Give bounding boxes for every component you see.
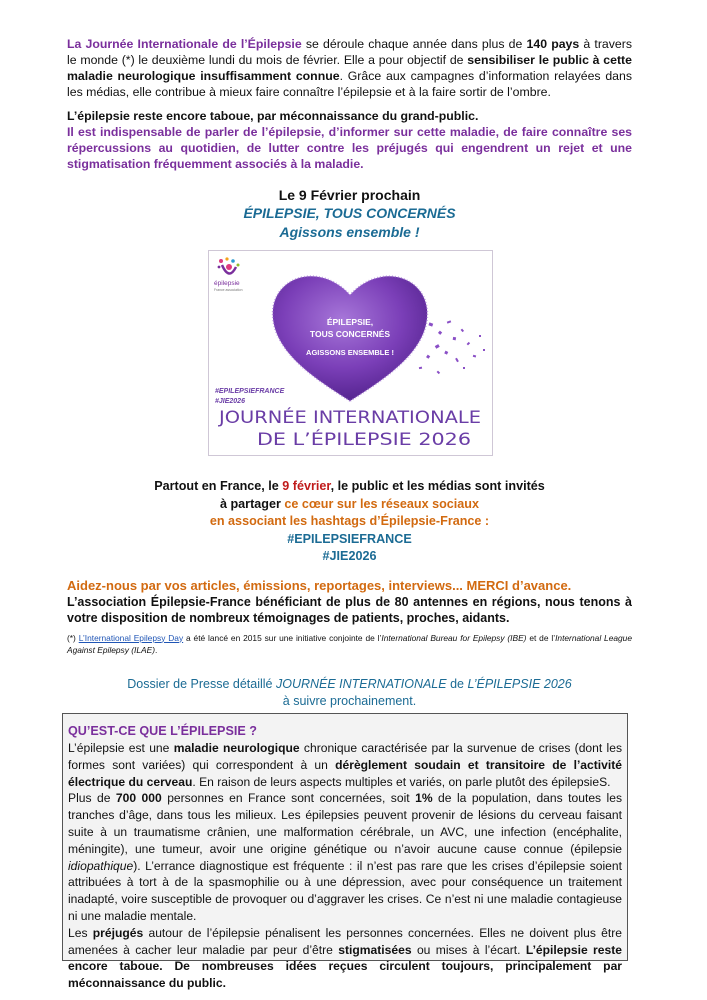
share-heart-phrase: ce cœur sur les réseaux sociaux [284,496,479,511]
awareness-statement: Il est indispensable de parler de l’épilepsie, d’informer sur cette maladie, de faire connaître ses répercussions au quotidien, de lutter contre les préjugés qui engendrent un rejet et une stigmatisation fréquemment associés à la maladie. [67,125,632,171]
media-appeal: Aidez-nous par vos articles, émissions, reportages, interviews... MERCI d’avance. [67,577,572,593]
info-p2-count: 700 000 [115,791,162,806]
share-text-3: à partager [219,496,285,511]
info-p1-text-2: chronique caractérisée par la survenue de crises (dont les formes sont variées) qui correspondent à un [68,741,622,772]
share-invitation [67,478,632,566]
info-p2-idiopathique: idiopathique [68,858,134,873]
info-p3-bold-2: stigmatisées [338,942,412,957]
intro-text-2: à travers le monde (*) le deuxième lundi du mois de février. Elle a pour objectif de [67,37,632,67]
event-date-heading: Le 9 Février prochain [278,187,421,203]
info-p1-text-1: L’épilepsie est une [68,741,174,755]
share-text-2: , le public et les médias sont invités [330,479,545,493]
info-p2-text-4: ). L’errance diagnostique est fréquente : il n’est pas rare que les crises d’épilepsie soient attribuées à tort à de la spasmophilie ou à une dépression, avec pour conséquence un traitement inadapté, voire susceptible de provoquer ou d’aggraver les crises. Ce n’est ni une maladie contagieuse ni une maladie mentale. [68,858,622,923]
intro-paragraph [67,36,632,100]
campaign-visual-svg [209,251,492,455]
share-date: 9 février [282,479,331,493]
footnote [67,632,632,656]
footnote-text-2: et de l’ [526,632,556,643]
press-kit-text-3: à suivre prochainement. [282,693,417,708]
info-p1-bold-1: maladie neurologique [173,741,300,755]
taboo-statement: L’épilepsie reste encore taboue, par méconnaissance du grand-public. [67,109,479,123]
press-kit-title-1: JOURNÉE INTERNATIONALE [275,676,447,691]
press-kit-notice [67,676,632,710]
footnote-text-3: . [154,644,158,655]
intro-text-1: se déroule chaque année dans plus de [301,37,527,51]
event-call-to-action: Agissons ensemble ! [279,224,420,240]
footnote-ibe: International Bureau for Epilepsy (IBE) [381,632,527,643]
share-text-1: Partout en France, le [154,479,283,493]
logo-tagline: France association [214,288,243,292]
info-p3-bold-3: L’épilepsie reste encore taboue. De nombreuses idées reçues circulent toujours, principalement par méconnaissance du public. [68,942,622,991]
press-kit-text-1: Dossier de Presse détaillé [127,676,276,691]
info-p2-text-1: Plus de [68,791,116,806]
intro-objective: sensibiliser le public à cette maladie neurologique insuffisamment connue [67,53,632,83]
info-p1-bold-2: dérèglement soudain et transitoire de l’activité électrique du cerveau [68,757,622,789]
hashtag-jie2026: #JIE2026 [215,398,245,405]
footnote-ilae: International League Against Epilepsy (ILAE) [67,632,632,655]
info-paragraph-1 [68,740,622,790]
press-kit-title-2: L’ÉPILEPSIE 2026 [467,676,572,691]
info-p2-text-2: personnes en France sont concernées, soit [161,791,416,806]
footnote-text-1: a été lancé en 2015 sur une initiative conjointe de l’ [183,632,382,643]
hashtag-epilepsiefrance: #EPILEPSIEFRANCE [215,388,285,395]
info-p3-text-2: autour de l’épilepsie pénalisent les personnes concernées. Elles ne doivent plus être amenées à cacher leur maladie par peur d’être [68,925,622,957]
info-paragraph-2 [68,790,622,924]
page-body [67,36,632,710]
info-box-title: QU’EST-CE QUE L’ÉPILEPSIE ? [68,724,257,738]
info-p1-text-3: . En raison de leurs aspects multiples et variés, on parle plutôt des épilepsieS. [192,774,611,789]
info-p3-text-1: Les [68,925,93,940]
info-p3-bold-1: préjugés [92,925,144,940]
campaign-visual [208,250,493,456]
press-kit-text-2: de [446,676,468,691]
journee-title-line-2: DE L’ÉPILEPSIE 2026 [257,430,471,449]
event-tagline: ÉPILEPSIE, TOUS CONCERNÉS [243,205,456,221]
info-p2-text-3: de la population, dans toutes les tranches d’âge, dans tous les milieux. Les épilepsies peuvent provenir de lésions du cerveau faisant suite à un traumatisme crânien, une malformation cérébrale, un AVC, une infection (encéphalite, méningite), une tumeur, avoir une origine génétique ou n’avoir aucune cause connue (épilepsie [68,791,623,856]
share-hashtag-2: #JIE2026 [322,549,377,563]
share-hashtag-1: #EPILEPSIEFRANCE [287,531,412,546]
country-count: 140 pays [526,37,580,51]
logo-wordmark: épilepsie [214,280,240,287]
event-name: La Journée Internationale de l’Épilepsie [67,37,302,51]
journee-title-line-1: JOURNÉE INTERNATIONALE [217,408,481,427]
epilepsy-day-link[interactable]: L’International Epilepsy Day [78,632,184,643]
heart-text-line-2: TOUS CONCERNÉS [309,329,391,339]
info-box [62,713,628,991]
intro-text-3: . Grâce aux campagnes d’information relayées dans les médias, elle contribue à mieux faire connaître l’épilepsie et à la faire sortir de l’ombre. [67,69,632,99]
association-info: L’association Épilepsie-France bénéficiant de plus de 80 antennes en régions, nous tenons à votre disposition de nombreux témoignages de patients, proches, aidants. [67,594,632,625]
heart-text-line-3: AGISSONS ENSEMBLE ! [306,348,394,357]
info-p3-text-3: ou mises à l’écart. [411,942,526,957]
info-paragraph-3 [68,925,622,992]
share-hashtags-intro: en associant les hashtags d’Épilepsie-France : [209,514,490,528]
footnote-marker: (*) [67,632,79,643]
info-p2-percent: 1% [415,791,433,806]
heart-text-line-1: ÉPILEPSIE, [326,317,374,327]
